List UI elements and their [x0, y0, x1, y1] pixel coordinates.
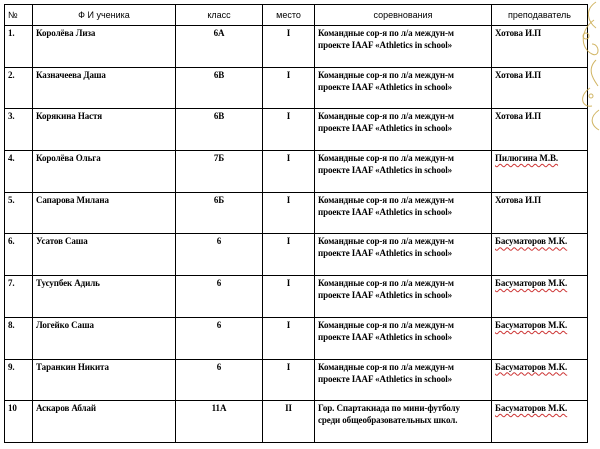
cell-teacher [492, 151, 588, 193]
cell-class: 11А [176, 401, 263, 443]
teacher-name: Басуматоров М.К. [495, 403, 568, 414]
cell-place: I [263, 317, 315, 359]
cell-num: 6. [5, 234, 33, 276]
cell-class: 7Б [176, 151, 263, 193]
cell-num: 3. [5, 109, 33, 151]
cell-class: 6 [176, 359, 263, 401]
competition-line-2: проекте IAAF «Athletics in school» [318, 373, 453, 384]
cell-competition [315, 151, 492, 193]
cell-name: Таранкин Никита [33, 359, 176, 401]
teacher-name: Пилюгина М.В. [495, 153, 559, 164]
cell-class: 6Б [176, 192, 263, 234]
competition-line-2: проекте IAAF «Athletics in school» [318, 81, 453, 92]
cell-name: Тусупбек Адиль [33, 276, 176, 318]
cell-name: Аскаров Аблай [33, 401, 176, 443]
teacher-name: Хотова И.П [495, 194, 542, 205]
competition-line-1: Командные сор-я по л/а междун-м [318, 236, 454, 247]
cell-place: II [263, 401, 315, 443]
cell-name: Логейко Саша [33, 317, 176, 359]
header-teacher: преподаватель [492, 5, 588, 26]
competition-line-1: Командные сор-я по л/а междун-м [318, 319, 454, 330]
cell-competition [315, 276, 492, 318]
cell-place: I [263, 359, 315, 401]
cell-place: I [263, 151, 315, 193]
cell-place: I [263, 276, 315, 318]
competition-line-2: проекте IAAF «Athletics in school» [318, 248, 453, 259]
cell-teacher [492, 26, 588, 68]
cell-teacher [492, 67, 588, 109]
cell-competition [315, 26, 492, 68]
table-row [5, 359, 588, 401]
competition-line-2: проекте IAAF «Athletics in school» [318, 206, 453, 217]
cell-teacher [492, 276, 588, 318]
cell-teacher [492, 401, 588, 443]
cell-class: 6В [176, 67, 263, 109]
cell-class: 6А [176, 26, 263, 68]
cell-class: 6В [176, 109, 263, 151]
cell-name: Усатов Саша [33, 234, 176, 276]
competition-line-1: Гор. Спартакиада по мини-футболу [318, 403, 460, 414]
cell-place: I [263, 67, 315, 109]
teacher-name: Басуматоров М.К. [495, 236, 568, 247]
cell-num: 2. [5, 67, 33, 109]
cell-num: 1. [5, 26, 33, 68]
competition-line-2: проекте IAAF «Athletics in school» [318, 123, 453, 134]
cell-teacher [492, 192, 588, 234]
header-competition: соревнования [315, 5, 492, 26]
cell-competition [315, 192, 492, 234]
teacher-name: Хотова И.П [495, 28, 542, 38]
cell-class: 6 [176, 234, 263, 276]
competition-line-2: проекте IAAF «Athletics in school» [318, 331, 453, 342]
cell-teacher [492, 359, 588, 401]
cell-name: Сапарова Милана [33, 192, 176, 234]
competition-line-1: Командные сор-я по л/а междун-м [318, 361, 454, 372]
cell-place: I [263, 26, 315, 68]
cell-class: 6 [176, 276, 263, 318]
table-row [5, 276, 588, 318]
cell-competition [315, 317, 492, 359]
competition-line-2: среди общеобразовательных школ. [318, 415, 458, 426]
table-row [5, 67, 588, 109]
competition-line-2: проекте IAAF «Athletics in school» [318, 290, 453, 301]
competition-line-1: Командные сор-я по л/а междун-м [318, 28, 454, 38]
cell-competition [315, 359, 492, 401]
teacher-name: Хотова И.П [495, 111, 542, 122]
teacher-name: Басуматоров М.К. [495, 278, 568, 289]
table-row [5, 151, 588, 193]
competition-line-1: Командные сор-я по л/а междун-м [318, 278, 454, 289]
cell-teacher [492, 234, 588, 276]
cell-name: Королёва Лиза [33, 26, 176, 68]
competition-line-1: Командные сор-я по л/а междун-м [318, 69, 454, 80]
cell-num: 10 [5, 401, 33, 443]
cell-num: 9. [5, 359, 33, 401]
table-row [5, 109, 588, 151]
cell-competition [315, 67, 492, 109]
cell-num: 8. [5, 317, 33, 359]
table-row [5, 401, 588, 443]
competition-line-1: Командные сор-я по л/а междун-м [318, 153, 454, 164]
header-name: Ф И ученика [33, 5, 176, 26]
table-row [5, 234, 588, 276]
cell-teacher [492, 317, 588, 359]
table-header-row [5, 5, 588, 26]
cell-num: 4. [5, 151, 33, 193]
competition-line-1: Командные сор-я по л/а междун-м [318, 111, 454, 122]
cell-name: Казначеева Даша [33, 67, 176, 109]
table-row [5, 317, 588, 359]
header-place: место [263, 5, 315, 26]
cell-num: 5. [5, 192, 33, 234]
cell-competition [315, 109, 492, 151]
table-row [5, 192, 588, 234]
cell-name: Корякина Настя [33, 109, 176, 151]
competition-line-2: проекте IAAF «Athletics in school» [318, 40, 453, 50]
header-num: № [5, 5, 33, 26]
cell-num: 7. [5, 276, 33, 318]
cell-place: I [263, 109, 315, 151]
teacher-name: Басуматоров М.К. [495, 361, 568, 372]
teacher-name: Басуматоров М.К. [495, 319, 568, 330]
cell-name: Королёва Ольга [33, 151, 176, 193]
cell-place: I [263, 234, 315, 276]
cell-place: I [263, 192, 315, 234]
competition-line-2: проекте IAAF «Athletics in school» [318, 165, 453, 176]
results-table [4, 4, 588, 443]
cell-teacher [492, 109, 588, 151]
teacher-name: Хотова И.П [495, 69, 542, 80]
cell-competition [315, 234, 492, 276]
cell-class: 6 [176, 317, 263, 359]
cell-competition [315, 401, 492, 443]
competition-line-1: Командные сор-я по л/а междун-м [318, 194, 454, 205]
table-row [5, 26, 588, 68]
header-class: класс [176, 5, 263, 26]
